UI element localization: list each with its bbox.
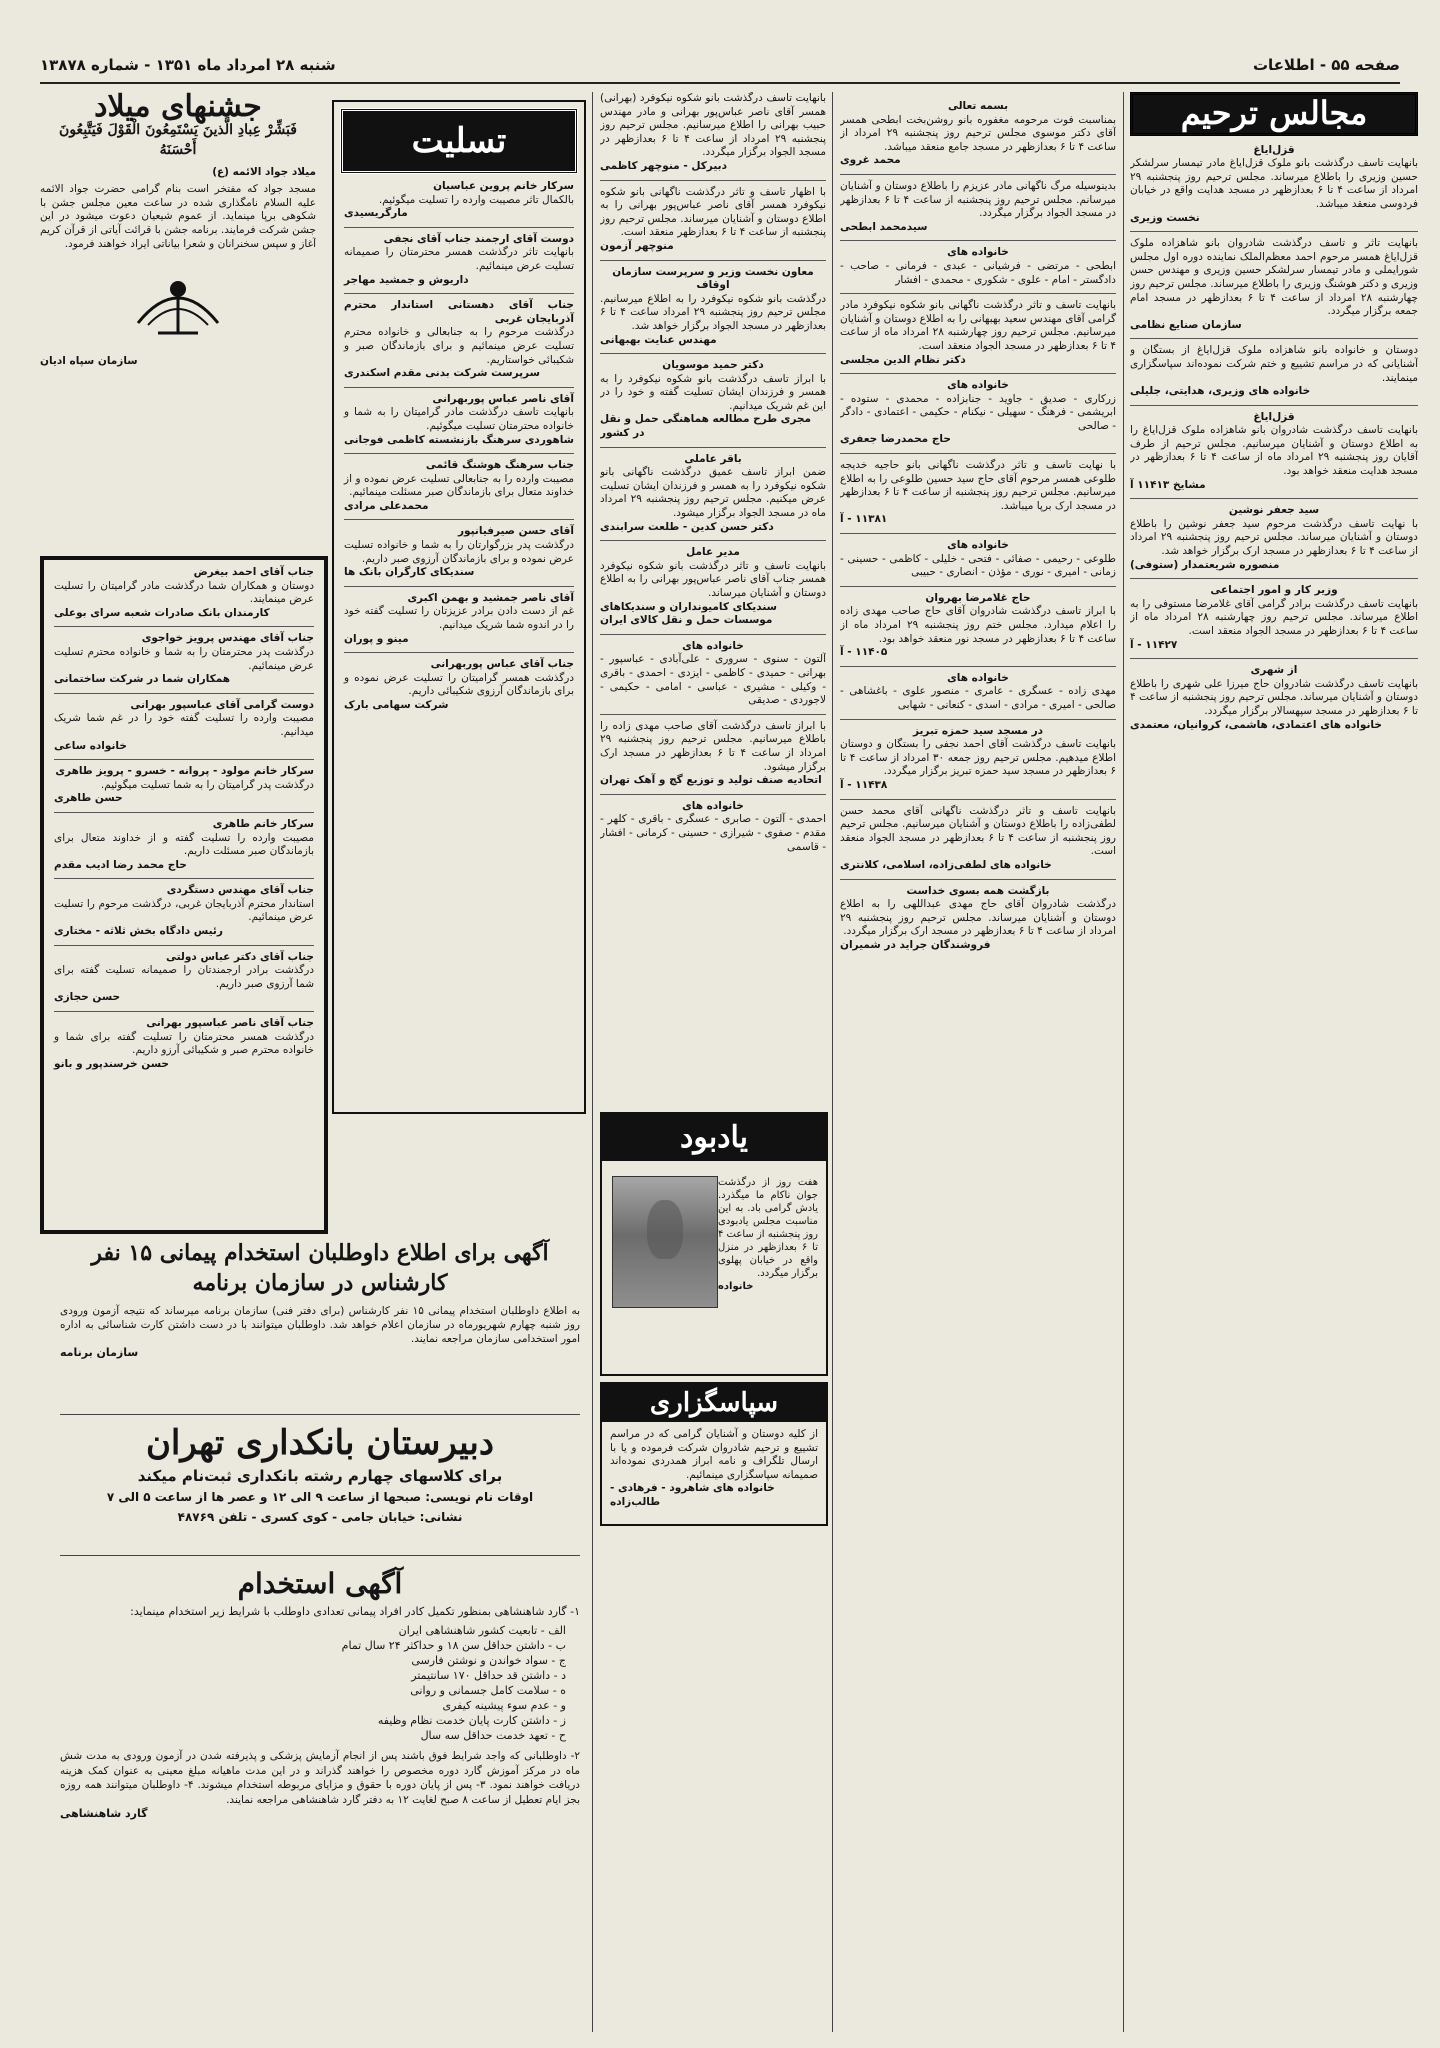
condolence-recipient: سرکار خانم طاهری: [212, 817, 314, 830]
notice-signature: منصوره شریعتمدار (ستوفی): [1130, 558, 1280, 571]
obituary-notice: [840, 539, 1116, 580]
condolence-notice: [54, 1017, 314, 1071]
gratitude-header: [602, 1384, 826, 1422]
divider: [840, 453, 1116, 454]
condolence-signature: شرکت سهامی بارک: [344, 699, 449, 711]
divider: [54, 759, 314, 760]
condolence-notice: [344, 299, 574, 381]
condolence-recipient: دوست گرامی آقای عباسپور بهرانی: [130, 698, 314, 711]
condolence-recipient: آقای حسن صیرفیانپور: [458, 525, 574, 538]
condolence-notice: [54, 884, 314, 938]
hiring-ad-body: به اطلاع داوطلبان استخدام پیمانی ۱۵ نفر کارشناس (برای دفتر فنی) سازمان برنامه میرساند که نتیجه آزمون ورودی روز شنبه چهارم شهریورماه در سازمان اعلام خواهد شد. داوطلبان میتوانند با در دست داشتن کارت شناسائی به اداره امور استخدامی سازمان مراجعه نمایند.: [60, 1305, 580, 1345]
notice-body: با ابراز تاسف درگذشت شادروان آقای حاج صاحب مهدی زاده را اعلام میدارد. مجلس ختم روز پنجشنبه ۲۹ امرداد ماه از ساعت ۴ تا ۶ بعدازظهر در مسجد نور منعقد خواهد بود.: [840, 605, 1116, 645]
condolence-body: بانهایت تاسف درگذشت مادر گرامیتان را به شما و خانواده محترمتان تسلیت میگوئیم.: [344, 406, 574, 432]
divider: [344, 293, 574, 294]
obituary-notice: [600, 546, 826, 628]
condolence-signature: سندیکای کارگران بانک ها: [344, 566, 475, 579]
obituary-notice: [600, 640, 826, 708]
obituary-notice: [1130, 584, 1418, 652]
divider: [344, 586, 574, 587]
condolence-header: [340, 108, 578, 174]
divider: [1130, 231, 1418, 232]
condolence-recipient: دوست آقای ارجمند جناب آقای نجفی: [383, 232, 574, 245]
obituary-notice: [600, 453, 826, 535]
condolence-notice: [344, 233, 574, 287]
condolence-box: [332, 100, 586, 1114]
notice-body: با ابراز تاسف درگذشت بانو شکوه نیکوفرد را به همسر و فرزندان ایشان تسلیت گفته و خود را در این غم شریک میدانیم.: [600, 372, 826, 412]
obituary-notice: [840, 885, 1116, 953]
notice-body: بانهایت تاسف درگذشت شادروان بانو شاهزاده ملوک قزل‌ایاغ را به اطلاع دوستان و آشنایان میرسانیم. مجلس ترحیم از طرف آقایان روز پنجشنبه ۲۹ امرداد ماه از ساعت ۴ تا ۶ بعدازظهر در مسجد هدایت منعقد خواهد بود.: [1130, 424, 1418, 478]
divider: [840, 240, 1116, 241]
notice-body: با نهایت تاسف و تاثر درگذشت ناگهانی بانو حاجیه خدیجه طلوعی همسر مرحوم آقای حاج سید حسین طلوعی را به اطلاع میرسانیم. مجلس ترحیم روز پنجشنبه از ساعت ۴ تا ۶ بعدازظهر در مسجد ارک برپا میباشد.: [840, 459, 1116, 512]
notice-signature: سیدمحمد ابطحی: [840, 220, 928, 233]
notice-body: بانهایت تاثر و تاسف درگذشت شادروان بانو شاهزاده ملوک قزل‌ایاغ همسر مرحوم احمد معظم‌الملک نماینده دوره اول مجلس شورایملی و مادر تیمسار سرلشکر حسین وزیری و مهندس حسن وزیری و دکتر هوشنگ وزیری را باطلاع میرساند. مجلس ترحیم روز چهارشنبه ۲۸ امرداد از ساعت ۴ تا ۶ بعدازظهر در مسجد امام جمعه برگزار میگردد.: [1130, 237, 1418, 318]
divider: [344, 519, 574, 520]
obituary-notice: [1130, 344, 1418, 398]
divider: [840, 373, 1116, 374]
notice-body: درگذشت بانو شکوه نیکوفرد را به اطلاع میرسانیم. مجلس ترحیم روز پنجشنبه ۲۹ امرداد ساعت ۴ تا ۶ بعدازظهر در مسجد الجواد برگزار خواهد شد.: [600, 292, 826, 332]
tarhim-column: [1130, 92, 1418, 2032]
hiring-ad: [60, 1238, 580, 1404]
notice-heading: خانواده های: [682, 799, 744, 812]
notice-signature: فروشندگان جراید در شمیران: [840, 938, 991, 951]
condolence-notice: [344, 658, 574, 712]
notice-body: بانهایت تاسف درگذشت بانو شکوه نیکوفرد (بهرانی) همسر آقای ناصر عباس‌پور بهرانی و مادر مهندس حبیب بهرانی را اطلاع میرسانیم. مجلس ترحیم روز پنجشنبه ۲۹ امرداد از ساعت ۴ تا ۶ بعدازظهر در مسجد الجواد برگزار میگردد.: [600, 92, 826, 159]
condolence-body: استاندار محترم آذربایجان غربی، درگذشت مرحوم را تسلیت عرض مینمائیم.: [54, 897, 314, 924]
birthday-subtitle: میلاد جواد الائمه (ع): [212, 165, 316, 178]
employment-ad-body: ۲- داوطلبانی که واجد شرایط فوق باشند پس از انجام آزمایش پزشکی و پذیرفته شدن در آزمون ورودی به مدت شش ماه در مرکز آموزش گارد دوره مخصوص را خواهند گذراند و در این مدت ماهیانه مبلغ معینی به عنوان کمک هزینه دریافت خواهند نمود. ۳- پس از پایان دوره با حقوق و مزایای مربوطه استخدام میشوند. ۴- داوطلبان میتوانند همه روزه بجز ایام تعطیل از ساعت ۸ صبح لغایت ۱۲ به دفتر گارد شاهنشاهی مراجعه نمایند.: [60, 1750, 580, 1806]
hiring-ad-sig: سازمان برنامه: [60, 1346, 139, 1359]
condolence-recipient: جناب آقای دهستانی استاندار محترم آذربایجان غربی: [344, 299, 574, 325]
notice-signature: دبیرکل - منوچهر کاظمی: [600, 159, 727, 172]
notice-body: مهدی زاده - عسگری - عامری - منصور علوی - باغشاهی - صالحی - امیری - مرادی - اسدی - کنعانی - شهابی: [840, 685, 1116, 711]
condolence-signature: همکاران شما در شرکت ساختمانی: [54, 673, 231, 686]
notice-body: بانهایت تاسف درگذشت برادر گرامی آقای غلامرضا مستوفی را به اطلاع میرساند. مجلس ترحیم روز چهارشنبه ۲۸ امرداد ماه از ساعت ۴ تا ۶ بعدازظهر در مسجد الجواد منعقد است.: [1130, 597, 1418, 637]
condolence-notice: [54, 765, 314, 806]
condolence-recipient: سرکار خانم پروین عباسیان: [433, 180, 574, 192]
notice-heading: بازگشت همه بسوی خداست: [906, 884, 1050, 897]
condolence-notice: [344, 459, 574, 513]
obituary-notice: [840, 725, 1116, 793]
employment-condition: ز - داشتن کارت پایان خدمت نظام وظیفه: [377, 1714, 566, 1727]
notice-signature: محمد غروی: [840, 154, 901, 167]
employment-condition: ج - سواد خواندن و نوشتن فارسی: [411, 1654, 566, 1667]
column-divider: [1123, 92, 1124, 2032]
notice-body: بانهایت تاسف درگذشت شادروان حاج میرزا علی شهری را باطلاع دوستان و آشنایان میرساند. مجلس ترحیم روز پنجشنبه از ساعت ۴ تا ۶ بعدازظهر در مسجد سپهسالار برگزار میگردد.: [1130, 677, 1418, 717]
condolence-body: درگذشت همسر گرامیتان را تسلیت عرض نموده و برای بازماندگان آرزوی شکیبائی داریم.: [344, 671, 574, 698]
condolence-signature: حاج محمد رضا ادیب مقدم: [54, 858, 187, 871]
obituary-notice: [600, 266, 826, 348]
yadbood-title: یادبود: [679, 1120, 749, 1155]
birthday-title: جشنهای میلاد: [94, 92, 262, 124]
hiring-ad-title: آگهی برای اطلاع داوطلبان استخدام پیمانی ۱۵ نفر کارشناس در سازمان برنامه: [91, 1240, 549, 1296]
center-list: [600, 92, 826, 854]
notice-body: آلتون - سنوی - سروری - علی‌آبادی - عباسپور - بهرانی - حمیدی - کاظمی - ایزدی - احمدی - باقری - وکیلی - مشیری - عباسی - امامی - حکیمی - لاجوردی - صدیقی: [600, 653, 826, 707]
condolence-body: بالکمال تاثر مصیبت وارده را تسلیت میگوئیم.: [378, 193, 574, 206]
condolence-body: درگذشت پدر گرامیتان را به شما تسلیت میگوئیم.: [100, 778, 314, 791]
condolence-title: تسلیت: [411, 121, 507, 161]
obituary-notice: [840, 672, 1116, 713]
divider: [840, 879, 1116, 880]
gratitude-title: سپاسگزاری: [649, 1388, 779, 1418]
employment-ad: [60, 1564, 580, 2024]
condolence-body: درگذشت پدر بزرگوارتان را به شما و خانواده تسلیت عرض نموده و برای بازماندگان آرزوی صبر داریم.: [344, 539, 574, 565]
yadbood-body: هفت روز از درگذشت جوان ناکام ما میگذرد. یادش گرامی باد. به این مناسبت مجلس یادبودی روز پنجشنبه از ساعت ۴ تا ۶ بعدازظهر در منزل واقع در خیابان پهلوی برگزار میگردد.: [718, 1177, 818, 1279]
notice-signature: سازمان صنایع نظامی: [1130, 318, 1242, 331]
obituary-notice: [840, 299, 1116, 367]
divider: [600, 794, 826, 795]
notice-heading: معاون نخست وزیر و سرپرست سازمان اوقاف: [612, 265, 814, 292]
gratitude-sig: خانواده های شاهرود - فرهادی - طالب‌زاده: [610, 1482, 775, 1508]
obituary-notice: [840, 805, 1116, 873]
divider: [54, 1011, 314, 1012]
divider: [54, 693, 314, 694]
notice-signature: ۱۱۳۸۱ - آ: [840, 513, 888, 526]
notice-signature: ۱۱۴۰۵ - آ: [840, 646, 888, 659]
notice-signature: مجری طرح مطالعه هماهنگی حمل و نقل در کشور: [600, 413, 811, 440]
condolence-signature: مارگریسیدی: [344, 207, 408, 220]
yadbood-box: [600, 1112, 828, 1376]
condolence-body: غم از دست دادن برادر عزیزتان را تسلیت گفته خود را در اندوه شما شریک میدانیم.: [344, 605, 574, 632]
divider: [1130, 405, 1418, 406]
divider: [840, 666, 1116, 667]
school-ad-line3: نشانی: خیابان جامی - کوی کسری - تلفن ۴۸۷۶۹: [177, 1510, 463, 1524]
obituary-notice: [600, 720, 826, 788]
notice-body: بانهایت تاسف درگذشت آقای احمد نجفی را بستگان و دوستان اطلاع میدهیم. مجلس ترحیم روز جمعه ۳۰ امرداد از ساعت ۴ تا ۶ بعدازظهر در مسجد سید حمزه تبریز برگزار میگردد.: [840, 738, 1116, 778]
condolence-recipient: جناب آقای عباس پوربهرانی: [430, 658, 574, 671]
notice-signature: خانواده های اعتمادی، هاشمی، کروانیان، معتمدی: [1130, 718, 1382, 731]
notice-signature: حاج محمدرضا جعفری: [840, 433, 951, 446]
yadbood-sig: خانواده: [718, 1281, 754, 1292]
notice-heading: خانواده های: [947, 246, 1009, 259]
employment-condition: ه - سلامت کامل جسمانی و روانی: [410, 1684, 566, 1697]
notice-heading: وزیر کار و امور اجتماعی: [1210, 584, 1338, 597]
obituary-notice: [840, 100, 1116, 168]
obituary-notice: [840, 459, 1116, 527]
divider: [54, 878, 314, 879]
notice-heading: بسمه تعالی: [947, 100, 1009, 112]
tarhim-title: مجالس ترحیم: [1180, 94, 1368, 132]
condolence-signature: حسن خرسندپور و بانو: [54, 1057, 169, 1070]
condolence-signature: محمدعلی مرادی: [344, 499, 429, 512]
notice-body: بانهایت تاسف و تاثر درگذشت بانو شکوه نیکوفرد همسر جناب آقای ناصر عباس‌پور بهرانی را به اطلاع دوستان و آشنایان میرساند.: [600, 559, 826, 599]
notice-heading: مدیر عامل: [686, 546, 740, 559]
divider: [54, 945, 314, 946]
divider: [344, 227, 574, 228]
obituary-notice: [840, 379, 1116, 447]
birthday-column: [40, 92, 316, 542]
notice-heading: در مسجد سید حمزه تبریز: [912, 724, 1044, 737]
condolence-recipient: جناب آقای دکتر عباس دولتی: [166, 950, 314, 963]
condolence-recipient: آقای ناصر جمشید و بهمن اکبری: [407, 591, 574, 604]
employment-condition: ح - تعهد خدمت حداقل سه سال: [420, 1729, 566, 1742]
condolence-notice: [344, 592, 574, 646]
notice-heading: خانواده های: [682, 639, 744, 652]
notice-signature: مهندس عنایت بهبهانی: [600, 333, 717, 346]
memorial-portrait-photo: [612, 1176, 718, 1308]
tarhim-list: [1130, 144, 1418, 733]
notice-signature: دکتر حسن کدین - طلعت سرابندی: [600, 520, 774, 533]
condolence-notice: [54, 818, 314, 872]
condolence-signature: خانواده ساعی: [54, 739, 127, 752]
notice-body: زرکاری - صدیق - جاوید - جنابزاده - محمدی - ستوده - ابریشمی - فرهنگ - سهیلی - نیکنام - حکیمی - اعتمادی - دادگر - صالحی: [840, 392, 1116, 432]
condolence-recipient: جناب سرهنگ هوشنگ قائمی: [425, 459, 574, 472]
condolence-body: بانهایت تاثر درگذشت همسر محترمتان را صمیمانه تسلیت عرض مینمائیم.: [344, 246, 574, 272]
notice-signature: مشایخ ۱۱۴۱۳ آ: [1130, 478, 1206, 491]
notice-signature: دکتر نظام الدین مجلسی: [840, 353, 966, 366]
obituary-notice: [600, 800, 826, 854]
notice-body: طلوعی - رحیمی - صفائی - فتحی - خلیلی - کاظمی - حسینی - زمانی - امیری - نوری - مؤذن - انصاری - حبیبی: [840, 552, 1116, 579]
condolence-recipient: سرکار خانم مولود - پروانه - خسرو - پرویز طاهری: [55, 765, 314, 778]
obituary-notice: [600, 359, 826, 441]
condolence-signature: مینو و پوران: [344, 632, 409, 645]
divider: [1130, 658, 1418, 659]
notice-signature: نخست وزیری: [1130, 211, 1200, 224]
divider: [600, 714, 826, 715]
notice-signature: ۱۱۴۲۷ - آ: [1130, 638, 1178, 651]
column-divider: [832, 92, 833, 2032]
condolence-signature: حسن طاهری: [54, 792, 123, 805]
condolence-signature: کارمندان بانک صادرات شعبه سرای بوعلی: [54, 606, 270, 619]
left-condolence-box: [40, 556, 328, 1234]
divider: [600, 540, 826, 541]
employment-ad-intro: ۱- گارد شاهنشاهی بمنظور تکمیل کادر افراد پیمانی تعدادی داوطلب با شرایط زیر استخدام مینماید:: [130, 1605, 580, 1618]
condolence-body: درگذشت همسر محترمتان را تسلیت گفته برای شما و خانواده محترم صبر و شکیبائی آرزو داریم.: [54, 1030, 314, 1057]
yadbood-header: [602, 1114, 826, 1161]
left-condolence-list: [44, 560, 324, 1222]
divider: [344, 652, 574, 653]
notice-heading: دکتر حمید موسویان: [662, 359, 764, 372]
employment-condition: و - عدم سوء پیشینه کیفری: [442, 1699, 566, 1712]
obituary-notice: [1130, 144, 1418, 226]
condolence-notice: [54, 951, 314, 1005]
divider: [840, 533, 1116, 534]
divider: [600, 260, 826, 261]
notice-signature: خانواده های لطفی‌زاده، اسلامی، کلانتری: [840, 858, 1052, 871]
condolence-notice: [54, 632, 314, 686]
birthday-sig: سازمان سپاه ادیان: [40, 355, 138, 368]
notice-heading: قزل‌ایاغ: [1253, 143, 1295, 156]
condolence-recipient: جناب آقای مهندس دستگردی: [166, 884, 314, 897]
divider: [54, 812, 314, 813]
condolence-notice: [54, 699, 314, 753]
notice-body: بدینوسیله مرگ ناگهانی مادر عزیزم را باطلاع دوستان و آشنایان میرسانم. مجلس ترحیم روز پنجشنبه از ساعت ۴ تا ۶ بعدازظهر در مسجد الجواد برگزار میگردد.: [840, 179, 1116, 220]
divider: [840, 799, 1116, 800]
employment-condition: الف - تابعیت کشور شاهنشاهی ایران: [398, 1624, 566, 1637]
condolence-signature: داریوش و جمشید مهاجر: [344, 273, 469, 286]
notice-body: ابطحی - مرتضی - فرشیانی - عبدی - فرمانی - صاحب - دادگستر - امام - علوی - شکوری - محمدی - افشار: [840, 259, 1116, 286]
condolence-recipient: جناب آقای مهندس پرویز خواجوی: [141, 632, 314, 645]
notice-heading: از شهری: [1250, 664, 1298, 677]
issue-date: شنبه ۲۸ امرداد ماه ۱۳۵۱ - شماره ۱۳۸۷۸: [40, 56, 336, 74]
employment-condition: د - داشتن قد حداقل ۱۷۰ سانتیمتر: [411, 1669, 566, 1682]
notice-heading: خانواده های: [947, 671, 1009, 684]
notice-signature: ۱۱۴۳۸ - آ: [840, 778, 888, 791]
page-label: صفحه ۵۵ - اطلاعات: [1252, 56, 1400, 74]
notice-heading: خانواده های: [947, 539, 1009, 552]
divider: [840, 293, 1116, 294]
divider: [600, 634, 826, 635]
employment-ad-title: آگهی استخدام: [237, 1567, 403, 1600]
column-divider: [592, 92, 593, 2032]
divider: [54, 626, 314, 627]
condolence-list: [334, 180, 584, 1080]
condolence-recipient: جناب آقای احمد بیغرض: [193, 566, 314, 578]
notice-signature: منوچهر آزمون: [600, 239, 674, 252]
birthday-body: مسجد جواد که مفتخر است بنام گرامی حضرت جواد الائمه علیه السلام نامگذاری شده در ساعت معین مجلس جشن با شکوهی برپا مینماید. از عموم شیعیان دعوت میشود در این جشن شرکت فرمایند. برنامه جشن با قرائت آیاتی از قرآن کریم آغاز و سپس سخنرانان و شعرا بیاناتی ایراد خواهند فرمود.: [40, 183, 316, 250]
school-ad-line1: برای کلاسهای چهارم رشته بانکداری ثبت‌نام میکند: [137, 1467, 503, 1485]
center-column: [600, 92, 826, 1102]
condolence-signature: شاهوردی سرهنگ بازنشسته کاظمی فوجانی: [343, 433, 574, 446]
condolence-signature: رئیس دادگاه بخش ثلاثه - مختاری: [54, 925, 223, 938]
notice-body: دوستان و خانواده بانو شاهزاده ملوک قزل‌ایاغ از بستگان و آشنایانی که در مراسم تشییع و ختم شرکت نموده‌اند سپاسگزاری مینمایند.: [1130, 344, 1418, 384]
obituary-notice: [600, 92, 826, 174]
notice-body: درگذشت شادروان آقای حاج مهدی عبداللهی را به اطلاع دوستان و آشنایان میرساند. مجلس ترحیم روز پنجشنبه ۲۹ امرداد از ساعت ۴ تا ۶ بعدازظهر در مسجد ارک برگزار میگردد.: [840, 898, 1116, 938]
condolence-signature: حسن حجازی: [54, 991, 121, 1004]
school-ad-title: دبیرستان بانکداری تهران: [145, 1423, 495, 1463]
condolence-signature: سرپرست شرکت بدنی مقدم اسکندری: [344, 367, 540, 380]
divider: [1130, 578, 1418, 579]
obituary-notice: [1130, 237, 1418, 332]
obituary-notice: [1130, 504, 1418, 572]
notice-heading: حاج غلامرضا بهروان: [925, 591, 1031, 604]
condolence-recipient: آقای ناصر عباس پوربهرانی: [432, 392, 574, 405]
notice-signature: اتحادیه صنف تولید و توزیع گچ و آهک تهران: [600, 774, 822, 787]
notice-heading: خانواده های: [947, 379, 1009, 392]
divider: [600, 353, 826, 354]
condolence-body: درگذشت مرحوم را به جنابعالی و خانواده محترم تسلیت عرض مینمائیم و برای بازماندگان صبر و شکیبائی خواستاریم.: [344, 326, 574, 366]
obituary-notice: [840, 246, 1116, 287]
notice-heading: سید جعفر نوشین: [1228, 504, 1320, 517]
notice-body: با نهایت تاسف درگذشت مرحوم سید جعفر نوشین را باطلاع دوستان و آشنایان میرساند. مجلس ترحیم روز پنجشنبه ۲۹ امرداد از ساعت ۴ تا ۶ بعدازظهر در مسجد ارک برگزار خواهد شد.: [1130, 517, 1418, 558]
gratitude-content: [602, 1422, 826, 1516]
divider: [1130, 498, 1418, 499]
birthday-verse: فَبَشِّرْ عِبادِ الَّذینَ یَسْتَمِعُونَ الْقَوْلَ فَیَتَّبِعُونَ أَحْسَنَهُ: [59, 121, 297, 158]
employment-conditions: [60, 1623, 580, 1743]
divider: [344, 453, 574, 454]
condolence-body: درگذشت برادر ارجمندتان را صمیمانه تسلیت گفته برای شما آرزوی صبر داریم.: [54, 964, 314, 990]
notice-signature: خانواده های وزیری، هدایتی، جلیلی: [1130, 385, 1311, 398]
divider: [840, 174, 1116, 175]
obituary-notice: [1130, 664, 1418, 732]
school-ad: [60, 1414, 580, 1556]
notice-body: بانهایت تاسف درگذشت بانو ملوک قزل‌ایاغ مادر تیمسار سرلشکر حسین وزیری را باطلاع میرساند. مجلس ترحیم روز پنجشنبه ۲۹ امرداد از ساعت ۴ تا ۶ بعدازظهر در مسجد هدایت واقع در خیابان فردوسی منعقد میباشد.: [1130, 157, 1418, 210]
masthead: [40, 52, 1400, 84]
school-ad-line2: اوقات نام نویسی: صبحها از ساعت ۹ الی ۱۲ و عصر ها از ساعت ۵ الی ۷: [106, 1490, 534, 1504]
divider: [600, 180, 826, 181]
divider: [840, 719, 1116, 720]
obituary-notice: [1130, 411, 1418, 493]
condolence-recipient: جناب آقای ناصر عباسپور بهرانی: [146, 1017, 314, 1030]
condolence-body: مصیبت وارده را تسلیت گفته خود را در غم شما شریک میدانیم.: [54, 712, 314, 738]
notice-body: با ابراز تاسف درگذشت آقای صاحب مهدی زاده را باطلاع میرسانیم. مجلس ترحیم روز پنجشنبه ۲۹ امرداد از ساعت ۴ تا ۶ بعدازظهر در مسجد ارک برگزار میشود.: [600, 719, 826, 773]
condolence-notice: [344, 180, 574, 221]
emblem-icon: [118, 263, 238, 343]
yadbood-text-block: [718, 1176, 818, 1293]
notice-body: بانهایت تاسف و تاثر درگذشت ناگهانی آقای محمد حسن لطفی‌زاده را باطلاع دوستان و آشنایان میرسانیم. مجلس ترحیم روز پنجشنبه از ساعت ۴ تا ۶ بعدازظهر در مسجد الجواد منعقد است.: [840, 804, 1116, 858]
condolence-notice: [344, 393, 574, 447]
condolence-body: مصیبت وارده را به جنابعالی تسلیت عرض نموده و از خداوند متعال برای بازماندگان صبر مسئلت مینمائیم.: [344, 472, 574, 499]
condolence-body: مصیبت وارده را تسلیت گفته و از خداوند متعال برای بازماندگان صبر مسئلت داریم.: [54, 831, 314, 858]
gratitude-box: [600, 1382, 828, 1526]
notice-body: احمدی - آلتون - صابری - عسگری - باقری - کلهر - مقدم - صفوی - شیرازی - حسینی - کرمانی - افشار - قاسمی: [600, 813, 826, 853]
notice-body: بمناسبت فوت مرحومه مغفوره بانو روشن‌بخت ابطحی همسر آقای دکتر موسوی مجلس ترحیم روز پنجشنبه ۲۹ امرداد از ساعت ۴ تا ۶ بعدازظهر در مسجد جامع منعقد میباشد.: [840, 113, 1116, 153]
middle-list: [840, 100, 1116, 952]
employment-ad-sig: گارد شاهنشاهی: [60, 1807, 148, 1820]
notice-body: بانهایت تاسف و تاثر درگذشت ناگهانی بانو شکوه نیکوفرد مادر گرامی آقای مهندس سعید بهبهانی را به اطلاع دوستان و آشنایان میرسانیم. مجلس ترحیم روز چهارشنبه ۲۸ امرداد ماه از ساعت ۴ تا ۶ بعدازظهر در مسجد الجواد منعقد است.: [840, 299, 1116, 352]
obituary-notice: [840, 180, 1116, 234]
notice-signature: سندیکای کامیونداران و سندیکاهای موسسات حمل و نقل کالای ایران: [600, 600, 777, 627]
divider: [840, 586, 1116, 587]
condolence-notice: [344, 525, 574, 579]
notice-body: با اظهار تاسف و تاثر درگذشت ناگهانی بانو شکوه نیکوفرد همسر آقای ناصر عباس‌پور بهرانی را به اطلاع دوستان و آشنایان میرساند. مجلس ترحیم روز پنجشنبه از ساعت ۴ تا ۶ بعدازظهر منعقد است.: [600, 185, 826, 239]
middle-column: [840, 100, 1116, 2030]
condolence-body: درگذشت پدر محترمتان را به شما و خانواده محترم تسلیت عرض مینمائیم.: [54, 645, 314, 672]
notice-body: ضمن ابراز تاسف عمیق درگذشت ناگهانی بانو شکوه نیکوفرد را به همسر و فرزندان ایشان تسلیت عرض میکنیم. مجلس ترحیم روز پنجشنبه ۲۹ امرداد ماه در مسجد الجواد برگزار میشود.: [600, 466, 826, 520]
notice-heading: باقر عاملی: [684, 452, 742, 465]
gratitude-body: از کلیه دوستان و آشنایان گرامی که در مراسم تشییع و ترحیم شادروان شرکت فرموده و یا با ارسال تلگراف و نامه ابراز همدردی نموده‌اند صمیمانه سپاسگزاری مینمائیم.: [610, 1428, 818, 1481]
divider: [600, 447, 826, 448]
condolence-notice: [54, 566, 314, 620]
notice-heading: قزل‌ایاغ: [1253, 410, 1295, 423]
condolence-body: دوستان و همکاران شما درگذشت مادر گرامیتان را تسلیت عرض مینمایند.: [54, 579, 314, 606]
obituary-notice: [600, 186, 826, 254]
divider: [344, 387, 574, 388]
tarhim-header: [1130, 92, 1418, 136]
divider: [1130, 338, 1418, 339]
obituary-notice: [840, 592, 1116, 660]
employment-condition: ب - داشتن حداقل سن ۱۸ و حداکثر ۲۴ سال تمام: [341, 1639, 566, 1652]
